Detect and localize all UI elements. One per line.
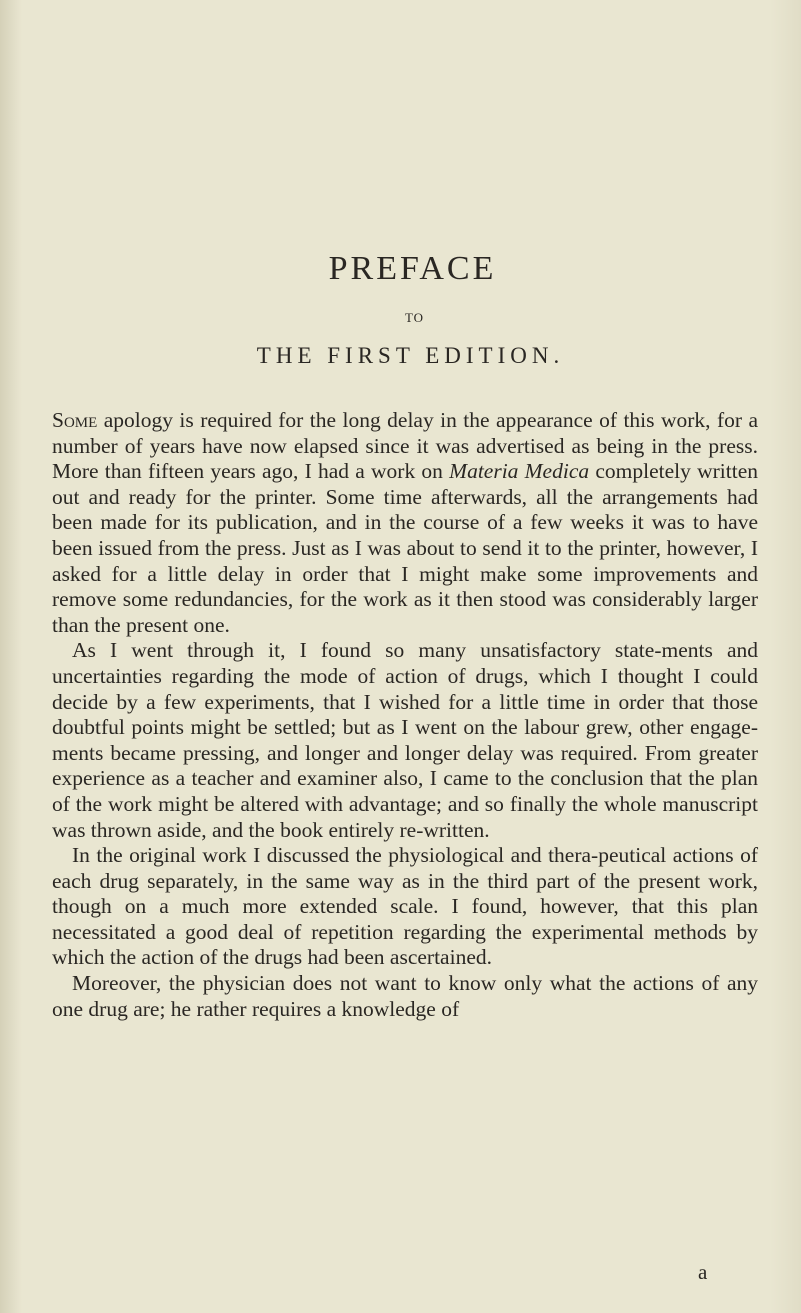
- catchword: a: [698, 1260, 708, 1284]
- heading-connector: TO: [404, 310, 425, 325]
- paragraph-text: As I went through it, I found so many unsatisfactory state-ments and uncertainties regarding the mode of action of drugs, which I thought I could decide by a few experiments, that I wished for a little time in order that those doubtful points might be settled; but as I went on the labour grew, other engage-ments became pressing, and longer and longer delay was required. From greater experience as a teacher and examiner also, I came to the conclusion that the plan of the work might be altered with advantage; and so finally the whole manuscript was thrown aside, and the book entirely re-written.: [52, 638, 758, 842]
- small-caps-text: Some: [52, 408, 98, 432]
- italic-text: Materia Medica: [449, 459, 590, 484]
- paragraph-text: completely written out and ready for the printer. Some time afterwards, all the arrangements had been made for its publication, and in the course of a few weeks it was to have been issued from the press. Just as I was about to send it to the printer, however, I asked for a little delay in order that I might make some improvements and remove some redundancies, for the work as it then stood was considerably larger than the present one.: [52, 459, 758, 637]
- paragraph: [52, 843, 758, 971]
- paragraph: [52, 971, 758, 1022]
- body-text: [52, 408, 758, 1022]
- paragraph: [52, 638, 758, 843]
- paragraph: [52, 408, 758, 638]
- paragraph-text: apology is required for the long delay in the appearance of this work, for a number of years have now elapsed since it was advertised as being in the press. More than fifteen years ago, I had a work on: [52, 408, 758, 484]
- page-title: PREFACE: [328, 250, 497, 287]
- paragraph-text: In the original work I discussed the physiological and thera-peutical actions of each drug separately, in the same way as in the third part of the present work, though on a much more extended scale. I found, however, that this plan necessitated a good deal of repetition regarding the experimental methods by which the action of the drugs had been ascertained.: [52, 843, 758, 970]
- paragraph-text: Moreover, the physician does not want to know only what the actions of any one drug are; he rather requires a knowledge of: [52, 971, 758, 1021]
- page-subtitle: THE FIRST EDITION.: [256, 343, 565, 368]
